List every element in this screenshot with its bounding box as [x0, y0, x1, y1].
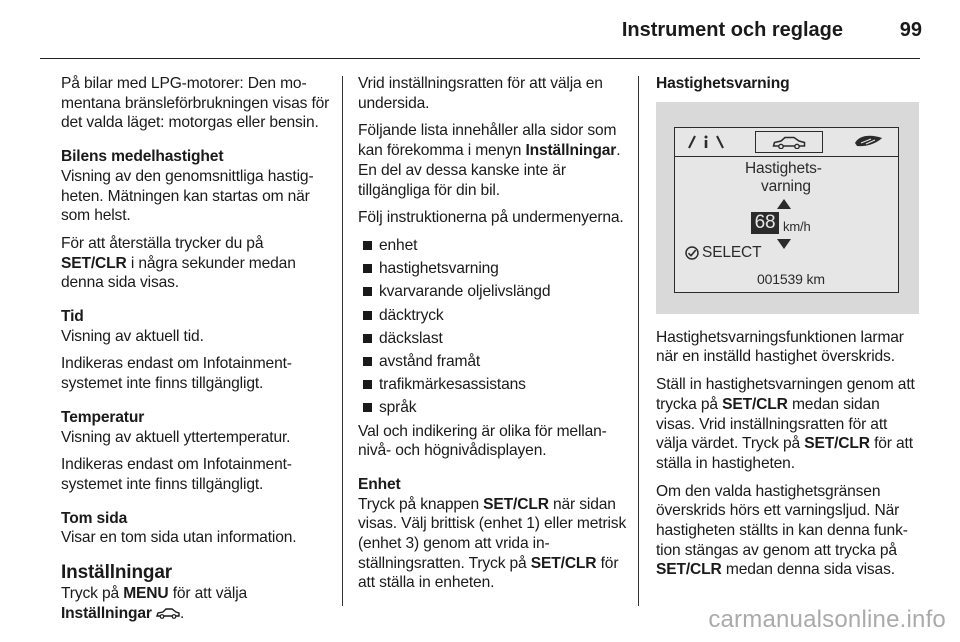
checkmark-circle-icon: [685, 246, 699, 260]
display-title-line1: Hastighets-: [745, 159, 822, 177]
temperature-text: Visning av aktuell yttertemperatur.: [61, 428, 291, 446]
unit-paragraph: Tryck på knappen SET/CLR när sidan visas. Välj brittisk (enhet 1) eller metrisk (enhet 3) genom att vrida inställningsratten. Tryck på SET/CLR för att ställa in enheten.: [358, 495, 627, 592]
pages-paragraph: Följande lista innehåller alla sidor som kan förekomma i menyn Inställningar. En del av dessa kanske inte är tillgängliga för din bil.: [358, 122, 621, 199]
list-item: trafikmärkesassistans: [358, 375, 630, 395]
list-item: enhet: [358, 236, 630, 256]
avg-speed-heading: Bilens medelhastighet: [61, 148, 224, 166]
avg-speed-text: Visning av den genomsnittliga hastigheten. Mätningen kan startas om när som helst.: [61, 167, 314, 225]
car-settings-icon: [156, 607, 180, 619]
eco-page-icon: [853, 133, 885, 149]
watermark: carmanualsonline.info: [708, 606, 946, 633]
settings-tab: [755, 131, 823, 153]
time-text: Visning av aktuell tid.: [61, 327, 204, 345]
list-item: däckslast: [358, 329, 630, 349]
column-divider-2: [638, 76, 639, 606]
display-title-line2: varning: [761, 177, 811, 195]
list-item: hastighetsvarning: [358, 259, 630, 279]
speed-warning-alarm: Om den valda hastighetsgränsen överskrids hörs ett varningsljud. När hastigheten ställts in kan denna funktion stängas av genom att trycka på SET/CLR medan denna sida visas.: [656, 482, 908, 579]
arrow-down-icon: [777, 239, 791, 249]
empty-page-heading: Tom sida: [61, 509, 128, 527]
settings-pages-list: [358, 236, 630, 418]
time-note: Indikeras endast om Infotainment-systemet inte finns tillgängligt.: [61, 355, 292, 393]
settings-heading: Inställningar: [61, 562, 173, 584]
car-icon: [772, 135, 806, 149]
lpg-paragraph: På bilar med LPG-motorer: Den momentana bränsleförbrukningen visas för det valda läget: motorgas eller bensin.: [61, 75, 330, 132]
page-title: Instrument och reglage: [621, 19, 843, 41]
column-divider-1: [342, 76, 343, 606]
page-number: 99: [899, 19, 922, 41]
settings-target: Inställningar: [61, 604, 152, 622]
temperature-heading: Temperatur: [61, 408, 145, 426]
instrument-display: [674, 127, 899, 293]
speed-warning-heading: Hastighetsvarning: [656, 75, 790, 92]
submenu-paragraph: Vrid inställningsratten för att välja en undersida.: [358, 75, 603, 112]
list-item: språk: [358, 398, 630, 418]
column-3: [656, 74, 921, 588]
list-item: avstånd framåt: [358, 352, 630, 372]
menu-key: MENU: [123, 585, 169, 603]
display-tab-line: [675, 156, 898, 158]
speed-unit: km/h: [783, 218, 811, 234]
header-divider: [40, 58, 920, 59]
speed-warning-figure: [656, 102, 919, 314]
settings-paragraph: Tryck på MENU för att välja Inställningar .: [61, 585, 248, 622]
display-levels-paragraph: Val och indikering är olika för mellannivå- och högnivådisplayen.: [358, 422, 607, 460]
speed-warning-description: Hastighetsvarningsfunktionen larmar när en inställd hastighet överskrids.: [656, 328, 904, 366]
select-label: SELECT: [702, 243, 762, 261]
reset-paragraph: För att återställa trycker du på SET/CLR i några sekunder medan denna sida visas.: [61, 234, 296, 292]
column-1: [61, 74, 331, 631]
empty-page-text: Visar en tom sida utan information.: [61, 529, 297, 547]
list-item: kvarvarande oljelivslängd: [358, 282, 630, 302]
page-header: [0, 0, 960, 60]
speed-warning-setup: Ställ in hastighetsvarningen genom att trycka på SET/CLR medan sidan visas. Vrid inställningsratten för att välja värdet. Tryck på SET/CLR för att ställa in hastigheten.: [656, 376, 915, 472]
odometer-reading: 001539 km: [757, 270, 825, 287]
trip-page-icon: [687, 134, 725, 150]
instructions-paragraph: Följ instruktionerna på undermenyerna.: [358, 209, 624, 227]
set-clr-key: SET/CLR: [61, 254, 127, 272]
list-item: däcktryck: [358, 306, 630, 326]
speed-value: 68: [751, 212, 779, 234]
settings-menu-term: Inställningar: [525, 142, 617, 160]
column-2: [358, 74, 630, 601]
time-heading: Tid: [61, 308, 84, 326]
temperature-note: Indikeras endast om Infotainment-systemet inte finns tillgängligt.: [61, 456, 292, 493]
unit-heading: Enhet: [358, 475, 401, 493]
arrow-up-icon: [777, 199, 791, 209]
